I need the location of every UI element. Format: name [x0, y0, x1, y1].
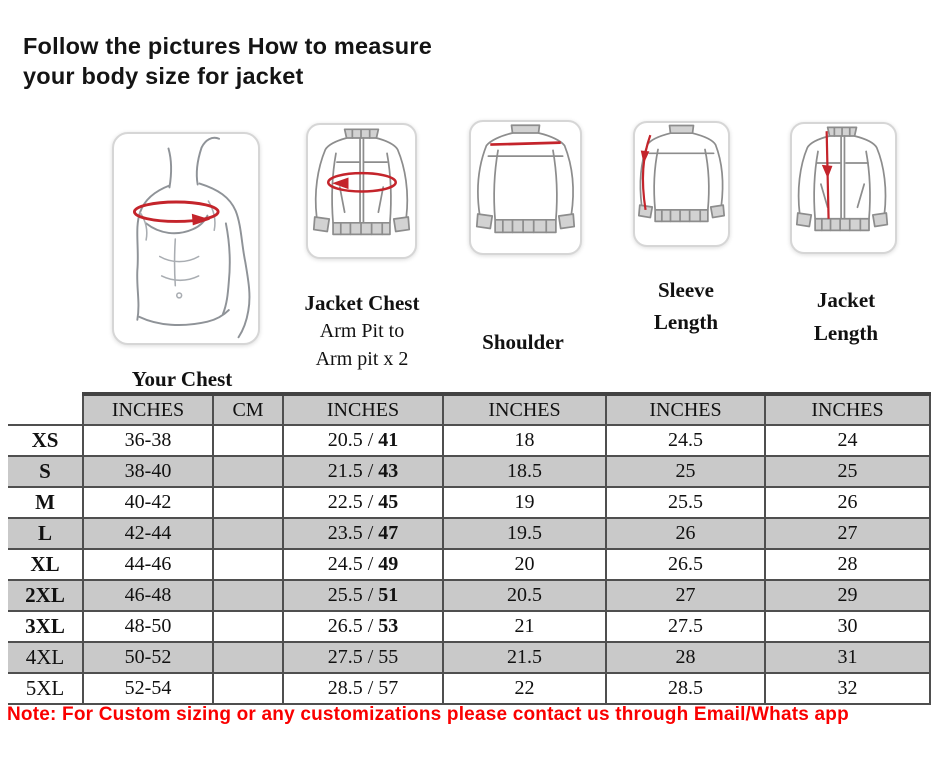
shoulder-inches-cell: 18.5 [443, 456, 606, 487]
your-chest-inches-cell: 40-42 [83, 487, 213, 518]
jacket-chest-value-bold: 51 [378, 584, 399, 606]
jacket-length-inches-cell: 28 [765, 549, 930, 580]
size-label-cell: XS [8, 425, 83, 456]
your-chest-inches-cell: 46-48 [83, 580, 213, 611]
jacket-chest-inches-cell [283, 642, 443, 673]
header-placeholder-cell [8, 394, 83, 425]
jacket-chest-value-bold: 45 [378, 491, 399, 513]
jacket-length-inches-cell: 31 [765, 642, 930, 673]
size-label-cell: L [8, 518, 83, 549]
jacket-chest-label-line1: Jacket Chest [304, 291, 420, 315]
jacket-chest-label-line3: Arm pit x 2 [315, 348, 409, 370]
shoulder-inches-cell: 19.5 [443, 518, 606, 549]
size-table [8, 392, 931, 705]
shoulder-inches-cell: 19 [443, 487, 606, 518]
jacket-length-inches-cell: 29 [765, 580, 930, 611]
jacket-length-label-line2: Length [813, 321, 879, 345]
table-row [8, 611, 930, 642]
your-chest-cm-cell [213, 673, 283, 704]
sleeve-length-inches-cell: 27.5 [606, 611, 765, 642]
sleeve-length-inches-cell: 27 [606, 580, 765, 611]
table-row [8, 642, 930, 673]
jacket-chest-value-bold: 53 [378, 615, 399, 637]
jacket-chest-value-plain: 24.5 / [327, 553, 379, 575]
sleeve-length-inches-cell: 26 [606, 518, 765, 549]
jacket-chest-value-bold: 41 [378, 429, 399, 451]
your-chest-cm-cell [213, 518, 283, 549]
jacket-length-figure [790, 122, 897, 254]
table-row [8, 456, 930, 487]
jacket-length-inches-cell: 30 [765, 611, 930, 642]
table-row [8, 518, 930, 549]
page-title-line2: your body size for jacket [23, 63, 304, 89]
jacket-length-inches-cell: 24 [765, 425, 930, 456]
column-header: CM [213, 394, 283, 425]
column-header: INCHES [83, 394, 213, 425]
column-header: INCHES [765, 394, 930, 425]
shoulder-label: Shoulder [482, 330, 564, 354]
jacket-chest-inches-cell [283, 611, 443, 642]
your-chest-inches-cell: 36-38 [83, 425, 213, 456]
page-title [23, 31, 432, 91]
size-label-cell: 5XL [8, 673, 83, 704]
jacket-chest-value-plain: 26.5 / [327, 615, 379, 637]
torso-chest-measure-icon [114, 134, 258, 343]
column-header: INCHES [606, 394, 765, 425]
table-row [8, 580, 930, 611]
jacket-chest-value-plain: 22.5 / [327, 491, 379, 513]
jacket-chest-inches-cell [283, 425, 443, 456]
sleeve-length-figure [633, 121, 730, 247]
jacket-chest-value-plain: 27.5 / 55 [327, 646, 399, 668]
jacket-chest-value-bold: 43 [378, 460, 399, 482]
jacket-chest-value-plain: 20.5 / [327, 429, 379, 451]
jacket-chest-value-plain: 21.5 / [327, 460, 379, 482]
your-chest-inches-cell: 48-50 [83, 611, 213, 642]
jacket-chest-value-bold: 47 [378, 522, 399, 544]
your-chest-inches-cell: 42-44 [83, 518, 213, 549]
shoulder-inches-cell: 22 [443, 673, 606, 704]
table-row [8, 425, 930, 456]
jacket-chest-value-plain: 25.5 / [327, 584, 379, 606]
shoulder-inches-cell: 18 [443, 425, 606, 456]
jacket-chest-inches-cell [283, 549, 443, 580]
your-chest-cm-cell [213, 456, 283, 487]
sleeve-length-inches-cell: 25.5 [606, 487, 765, 518]
table-row [8, 549, 930, 580]
shoulder-inches-cell: 21.5 [443, 642, 606, 673]
jacket-chest-label-line2: Arm Pit to [319, 320, 405, 342]
sleeve-measure-line [643, 135, 650, 210]
jacket-chest-inches-cell [283, 518, 443, 549]
jacket-chest-inches-cell [283, 580, 443, 611]
jacket-chest-inches-cell [283, 673, 443, 704]
custom-sizing-note: Note: For Custom sizing or any customizations please contact us through Email/Whats app [7, 704, 849, 725]
jacket-back-shoulder-measure-icon [471, 122, 580, 253]
shoulder-figure [469, 120, 582, 255]
size-label-cell: XL [8, 549, 83, 580]
jacket-length-measure-icon [792, 124, 895, 252]
your-chest-label: Your Chest [131, 367, 233, 391]
sleeve-length-inches-cell: 26.5 [606, 549, 765, 580]
jacket-length-arrowhead [822, 165, 833, 178]
size-label-cell: M [8, 487, 83, 518]
jacket-length-label [790, 284, 902, 350]
sleeve-length-inches-cell: 24.5 [606, 425, 765, 456]
size-label-cell: 4XL [8, 642, 83, 673]
size-table-header-row [8, 394, 930, 425]
column-header: INCHES [443, 394, 606, 425]
your-chest-cm-cell [213, 580, 283, 611]
sleeve-length-label-line2: Length [653, 310, 719, 334]
table-row [8, 673, 930, 704]
your-chest-inches-cell: 50-52 [83, 642, 213, 673]
your-chest-cm-cell [213, 642, 283, 673]
jacket-sleeve-measure-icon [635, 123, 728, 245]
jacket-length-label-line1: Jacket [816, 288, 876, 312]
your-chest-cm-cell [213, 549, 283, 580]
jacket-front-chest-measure-icon [308, 125, 415, 257]
sleeve-length-label-line1: Sleeve [658, 278, 714, 302]
sleeve-length-inches-cell: 28 [606, 642, 765, 673]
your-chest-cm-cell [213, 611, 283, 642]
your-chest-inches-cell: 38-40 [83, 456, 213, 487]
jacket-chest-inches-cell [283, 456, 443, 487]
your-chest-figure [112, 132, 260, 345]
your-chest-cm-cell [213, 425, 283, 456]
size-table-body [8, 425, 930, 704]
jacket-chest-value-bold: 49 [378, 553, 399, 575]
size-label-cell: S [8, 456, 83, 487]
shoulder-inches-cell: 20.5 [443, 580, 606, 611]
jacket-length-inches-cell: 26 [765, 487, 930, 518]
jacket-chest-value-plain: 28.5 / 57 [327, 677, 399, 699]
size-label-cell: 3XL [8, 611, 83, 642]
your-chest-cm-cell [213, 487, 283, 518]
jacket-length-inches-cell: 25 [765, 456, 930, 487]
your-chest-inches-cell: 44-46 [83, 549, 213, 580]
jacket-chest-figure [306, 123, 417, 259]
column-header: INCHES [283, 394, 443, 425]
shoulder-inches-cell: 21 [443, 611, 606, 642]
shoulder-inches-cell: 20 [443, 549, 606, 580]
jacket-length-inches-cell: 32 [765, 673, 930, 704]
sleeve-length-label [628, 274, 744, 338]
sleeve-length-inches-cell: 28.5 [606, 673, 765, 704]
sleeve-length-inches-cell: 25 [606, 456, 765, 487]
jacket-length-inches-cell: 27 [765, 518, 930, 549]
jacket-chest-value-plain: 23.5 / [327, 522, 379, 544]
table-row [8, 487, 930, 518]
jacket-chest-inches-cell [283, 487, 443, 518]
size-label-cell: 2XL [8, 580, 83, 611]
your-chest-inches-cell: 52-54 [83, 673, 213, 704]
jacket-chest-label [278, 289, 446, 373]
page-title-line1: Follow the pictures How to measure [23, 33, 432, 59]
shoulder-measure-line [490, 143, 560, 145]
